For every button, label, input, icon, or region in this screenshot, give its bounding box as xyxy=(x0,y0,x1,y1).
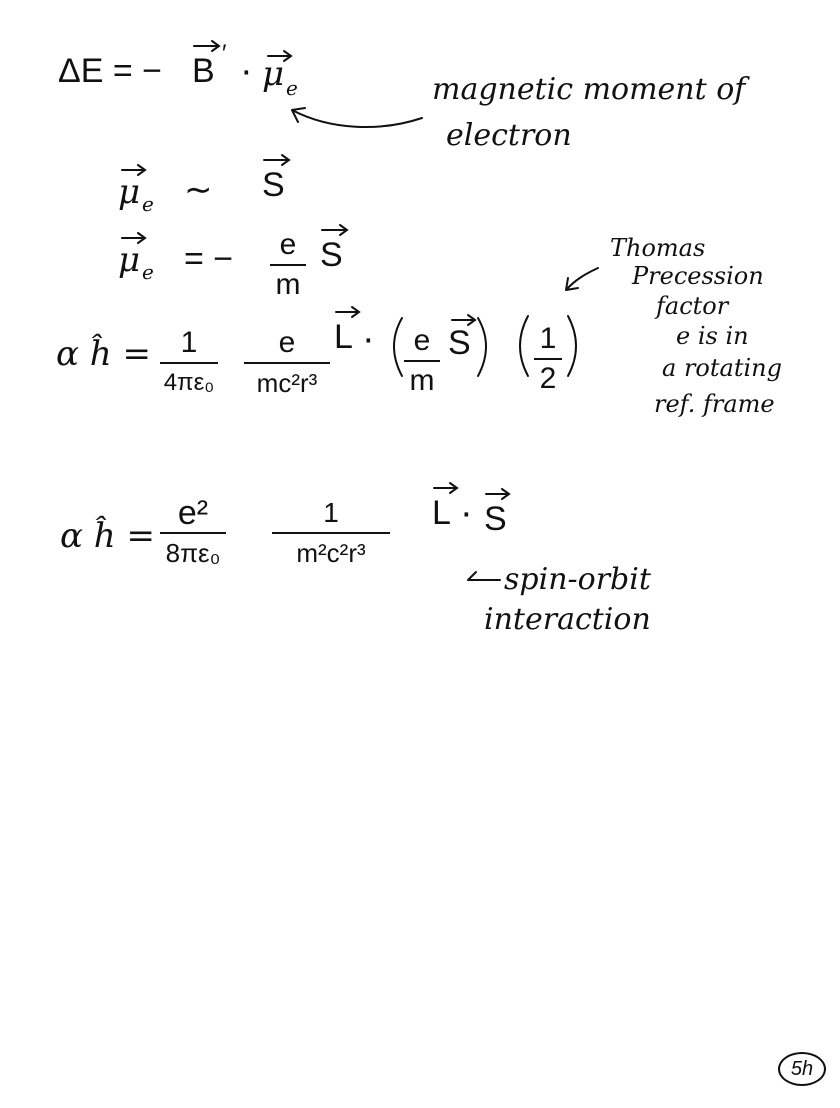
eq5-f2-denominator: m²c²r³ xyxy=(296,538,366,568)
eq5-fraction-2 xyxy=(272,496,390,570)
eq4-f4-numerator: 1 xyxy=(539,322,557,355)
eq5-lhs: α ĥ = xyxy=(60,516,155,556)
vector-arrow-l-5 xyxy=(434,483,457,493)
eq5-f1-denominator: 8πε₀ xyxy=(165,538,221,568)
vector-arrow-s-5 xyxy=(486,489,509,499)
pointer-arrow-spin xyxy=(468,572,500,580)
eq4-fraction-2 xyxy=(244,326,330,400)
eq5-f2-numerator: 1 xyxy=(323,497,339,528)
eq5-f1-numerator: e² xyxy=(177,494,209,532)
eq4-f2-numerator: e xyxy=(278,326,296,359)
paren-right-1 xyxy=(478,318,486,376)
pointer-arrow-thomas xyxy=(566,268,598,290)
eq1-vector-b: B xyxy=(192,52,215,90)
page-number: 5h xyxy=(778,1052,826,1086)
eq1-mu-subscript: e xyxy=(286,76,298,100)
eq4-fraction-4 xyxy=(534,322,562,396)
eq5-dot: · xyxy=(460,492,473,534)
note-ref-frame: ref. frame xyxy=(654,390,775,418)
note-precession: Precession xyxy=(632,262,764,290)
paren-right-2 xyxy=(568,316,576,376)
eq4-dot: · xyxy=(362,318,375,360)
eq2-sim: ∼ xyxy=(184,171,213,209)
note-electron: electron xyxy=(446,118,572,153)
eq3-mu-subscript: e xyxy=(142,260,154,284)
eq4-lhs: α ĥ = xyxy=(56,334,151,374)
vector-arrow-s-3 xyxy=(322,225,347,235)
pointer-arrow-moment xyxy=(292,108,422,127)
eq5-fraction-1 xyxy=(160,496,226,570)
eq4-fraction-3 xyxy=(404,324,440,398)
note-spin-orbit: spin-orbit xyxy=(504,562,651,597)
eq4-f1-numerator: 1 xyxy=(180,326,198,359)
eq5-vector-l: L xyxy=(432,494,451,532)
note-factor: factor xyxy=(656,292,729,320)
eq1-mu: μ xyxy=(262,54,285,94)
eq4-f3-denominator: m xyxy=(409,364,435,397)
eq4-vector-l: L xyxy=(334,318,353,356)
eq4-f3-numerator: e xyxy=(413,324,431,357)
eq2-mu: μ xyxy=(118,172,141,212)
eq2-vector-s: S xyxy=(262,166,285,204)
eq2-mu-subscript: e xyxy=(142,192,154,216)
eq3-vector-s: S xyxy=(320,236,343,274)
paren-left-1 xyxy=(394,318,402,376)
eq3-fraction xyxy=(270,228,306,302)
paren-left-2 xyxy=(520,316,528,376)
eq1-dot: · xyxy=(240,50,253,92)
eq4-fraction-1 xyxy=(160,326,218,400)
eq3-denominator: m xyxy=(275,268,301,301)
note-e-is-in: e is in xyxy=(676,322,749,350)
eq3-equals: = − xyxy=(184,240,234,278)
eq4-f2-denominator: mc²r³ xyxy=(256,368,318,398)
note-a-rotating: a rotating xyxy=(662,354,782,382)
vector-arrow-s-2 xyxy=(264,155,289,165)
vector-arrow-l-4 xyxy=(336,307,359,317)
eq1-lhs: ΔE = − xyxy=(58,52,162,90)
eq4-vector-s: S xyxy=(448,324,471,362)
note-magnetic-moment: magnetic moment of xyxy=(432,72,746,107)
eq4-f4-denominator: 2 xyxy=(539,362,557,395)
eq1-prime: ′ xyxy=(222,40,227,67)
eq5-vector-s: S xyxy=(484,500,507,538)
note-thomas: Thomas xyxy=(610,234,706,262)
eq4-f1-denominator: 4πε₀ xyxy=(163,369,215,396)
eq3-mu: μ xyxy=(118,240,141,280)
eq3-numerator: e xyxy=(279,228,297,261)
vector-arrow-b xyxy=(194,41,219,51)
note-interaction: interaction xyxy=(484,602,651,637)
